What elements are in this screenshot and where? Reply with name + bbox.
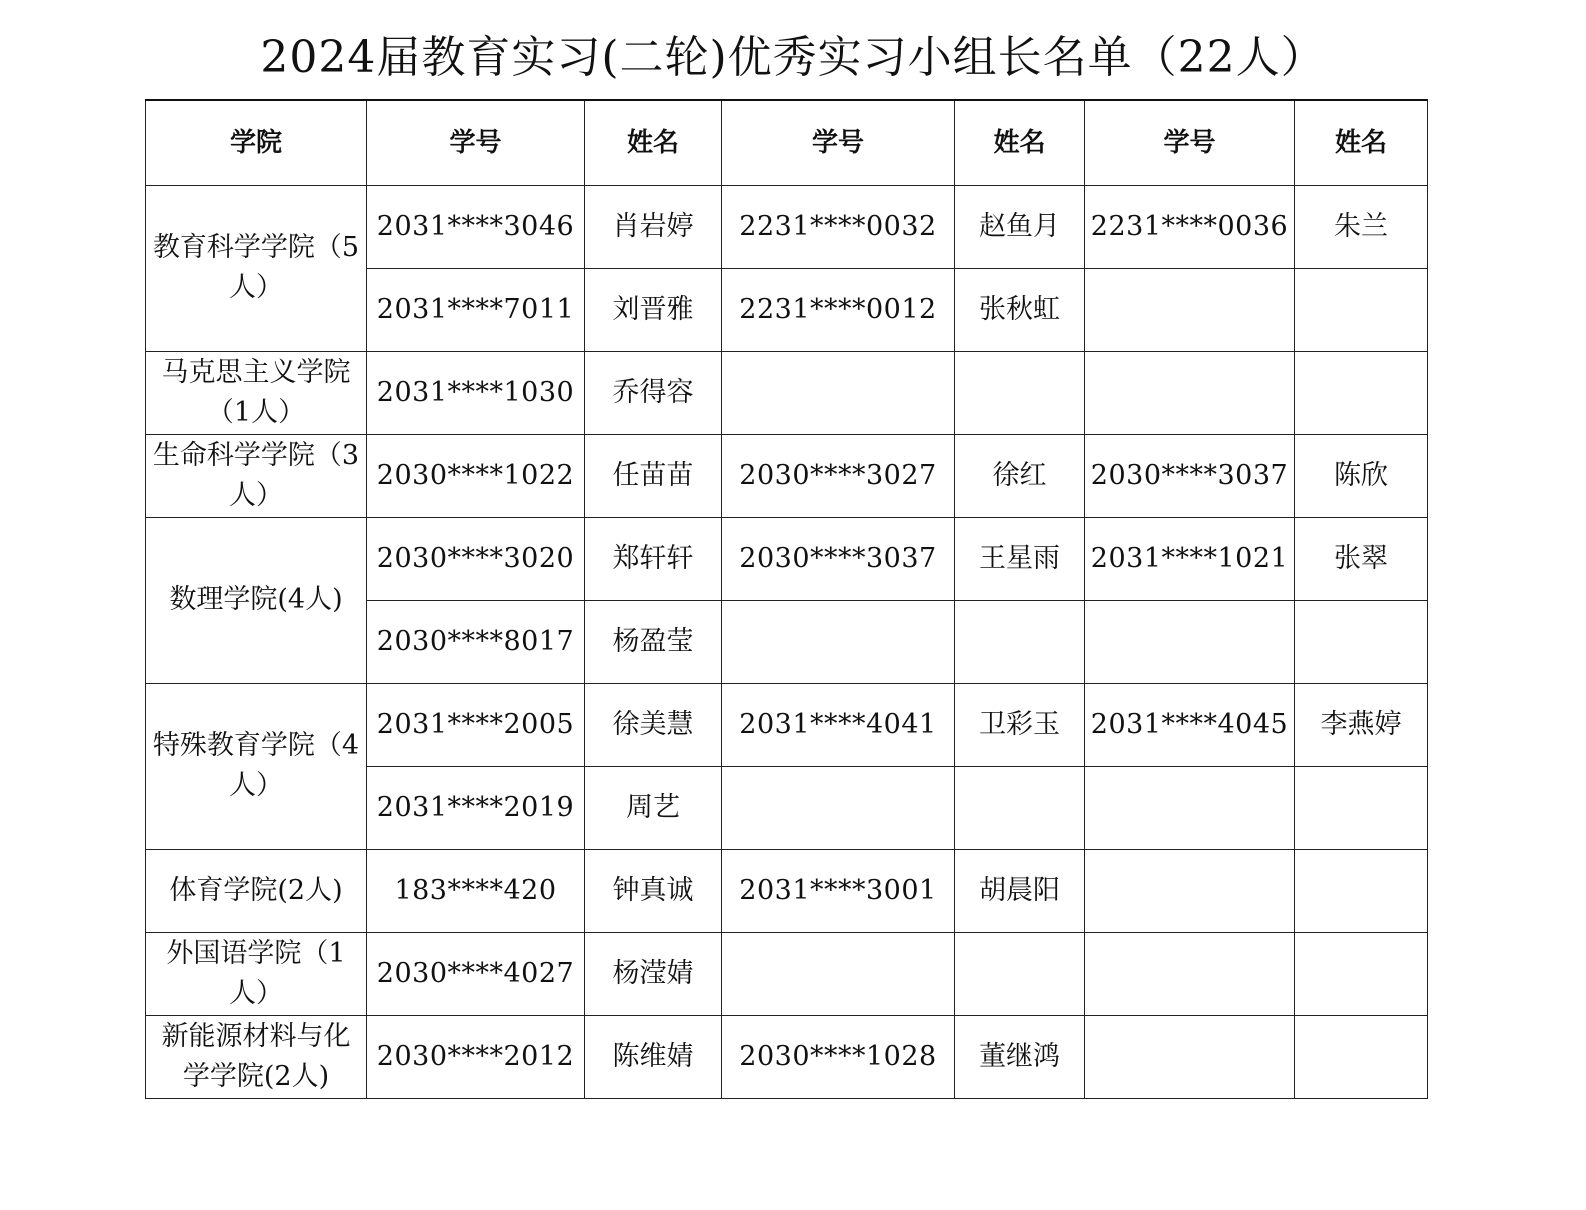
student-name-cell [1295, 351, 1428, 434]
student-id-cell: 2031****1021 [1085, 517, 1295, 600]
student-id-cell [722, 932, 955, 1015]
student-id-cell: 2031****1030 [367, 351, 585, 434]
college-cell: 教育科学学院（5人） [146, 185, 367, 351]
table-body [146, 185, 1428, 1098]
student-name-cell [1295, 766, 1428, 849]
student-name-cell [1295, 1015, 1428, 1098]
college-cell: 生命科学学院（3人） [146, 434, 367, 517]
student-name-cell [955, 351, 1085, 434]
student-id-cell: 2030****1028 [722, 1015, 955, 1098]
student-id-cell [1085, 849, 1295, 932]
leaders-table [145, 99, 1428, 1099]
student-id-cell: 183****420 [367, 849, 585, 932]
student-id-cell: 2031****7011 [367, 268, 585, 351]
header-student-id-3: 学号 [1085, 100, 1295, 185]
student-id-cell: 2031****3046 [367, 185, 585, 268]
college-cell: 特殊教育学院（4人） [146, 683, 367, 849]
header-student-id-2: 学号 [722, 100, 955, 185]
page-title: 2024届教育实习(二轮)优秀实习小组长名单（22人） [260, 32, 1326, 83]
college-cell: 体育学院(2人) [146, 849, 367, 932]
table-row [146, 185, 1428, 268]
student-name-cell: 徐红 [955, 434, 1085, 517]
student-name-cell: 钟真诚 [585, 849, 722, 932]
header-row [146, 100, 1428, 185]
student-name-cell: 董继鸿 [955, 1015, 1085, 1098]
table-row [146, 517, 1428, 600]
student-id-cell [1085, 268, 1295, 351]
student-name-cell: 杨盈莹 [585, 600, 722, 683]
student-name-cell [955, 932, 1085, 1015]
student-id-cell [722, 600, 955, 683]
student-name-cell: 郑轩轩 [585, 517, 722, 600]
header-name-1: 姓名 [585, 100, 722, 185]
header-college: 学院 [146, 100, 367, 185]
student-name-cell: 肖岩婷 [585, 185, 722, 268]
student-id-cell: 2231****0032 [722, 185, 955, 268]
header-student-id-1: 学号 [367, 100, 585, 185]
student-id-cell: 2030****3020 [367, 517, 585, 600]
table-row [146, 1015, 1428, 1098]
student-name-cell [1295, 849, 1428, 932]
college-cell: 马克思主义学院（1人） [146, 351, 367, 434]
student-name-cell: 徐美慧 [585, 683, 722, 766]
student-name-cell: 张翠 [1295, 517, 1428, 600]
student-name-cell: 李燕婷 [1295, 683, 1428, 766]
student-id-cell: 2030****3037 [722, 517, 955, 600]
table-row [146, 849, 1428, 932]
student-id-cell [1085, 600, 1295, 683]
student-name-cell [955, 766, 1085, 849]
college-cell: 数理学院(4人) [146, 517, 367, 683]
table-row [146, 932, 1428, 1015]
student-name-cell: 乔得容 [585, 351, 722, 434]
student-name-cell: 陈欣 [1295, 434, 1428, 517]
student-name-cell: 王星雨 [955, 517, 1085, 600]
student-id-cell [1085, 766, 1295, 849]
student-id-cell: 2231****0012 [722, 268, 955, 351]
student-id-cell: 2030****4027 [367, 932, 585, 1015]
student-name-cell: 任苗苗 [585, 434, 722, 517]
student-id-cell: 2031****4041 [722, 683, 955, 766]
student-name-cell [1295, 932, 1428, 1015]
student-name-cell: 杨滢婧 [585, 932, 722, 1015]
college-cell: 新能源材料与化学学院(2人) [146, 1015, 367, 1098]
student-name-cell [1295, 600, 1428, 683]
student-name-cell [955, 600, 1085, 683]
student-id-cell [722, 351, 955, 434]
student-id-cell: 2031****2019 [367, 766, 585, 849]
student-id-cell: 2030****3037 [1085, 434, 1295, 517]
table-row [146, 434, 1428, 517]
student-id-cell [1085, 351, 1295, 434]
student-name-cell: 胡晨阳 [955, 849, 1085, 932]
student-id-cell: 2031****4045 [1085, 683, 1295, 766]
student-id-cell [1085, 932, 1295, 1015]
student-name-cell: 周艺 [585, 766, 722, 849]
student-name-cell: 朱兰 [1295, 185, 1428, 268]
student-id-cell: 2030****1022 [367, 434, 585, 517]
student-id-cell [722, 766, 955, 849]
student-id-cell: 2030****2012 [367, 1015, 585, 1098]
header-name-2: 姓名 [955, 100, 1085, 185]
header-name-3: 姓名 [1295, 100, 1428, 185]
student-name-cell: 赵鱼月 [955, 185, 1085, 268]
student-id-cell: 2031****3001 [722, 849, 955, 932]
student-name-cell: 陈维婧 [585, 1015, 722, 1098]
student-id-cell: 2030****3027 [722, 434, 955, 517]
student-name-cell: 刘晋雅 [585, 268, 722, 351]
student-id-cell: 2030****8017 [367, 600, 585, 683]
student-name-cell [1295, 268, 1428, 351]
student-id-cell: 2231****0036 [1085, 185, 1295, 268]
table-row [146, 351, 1428, 434]
student-id-cell [1085, 1015, 1295, 1098]
student-id-cell: 2031****2005 [367, 683, 585, 766]
student-name-cell: 卫彩玉 [955, 683, 1085, 766]
student-name-cell: 张秋虹 [955, 268, 1085, 351]
table-row [146, 683, 1428, 766]
college-cell: 外国语学院（1人） [146, 932, 367, 1015]
